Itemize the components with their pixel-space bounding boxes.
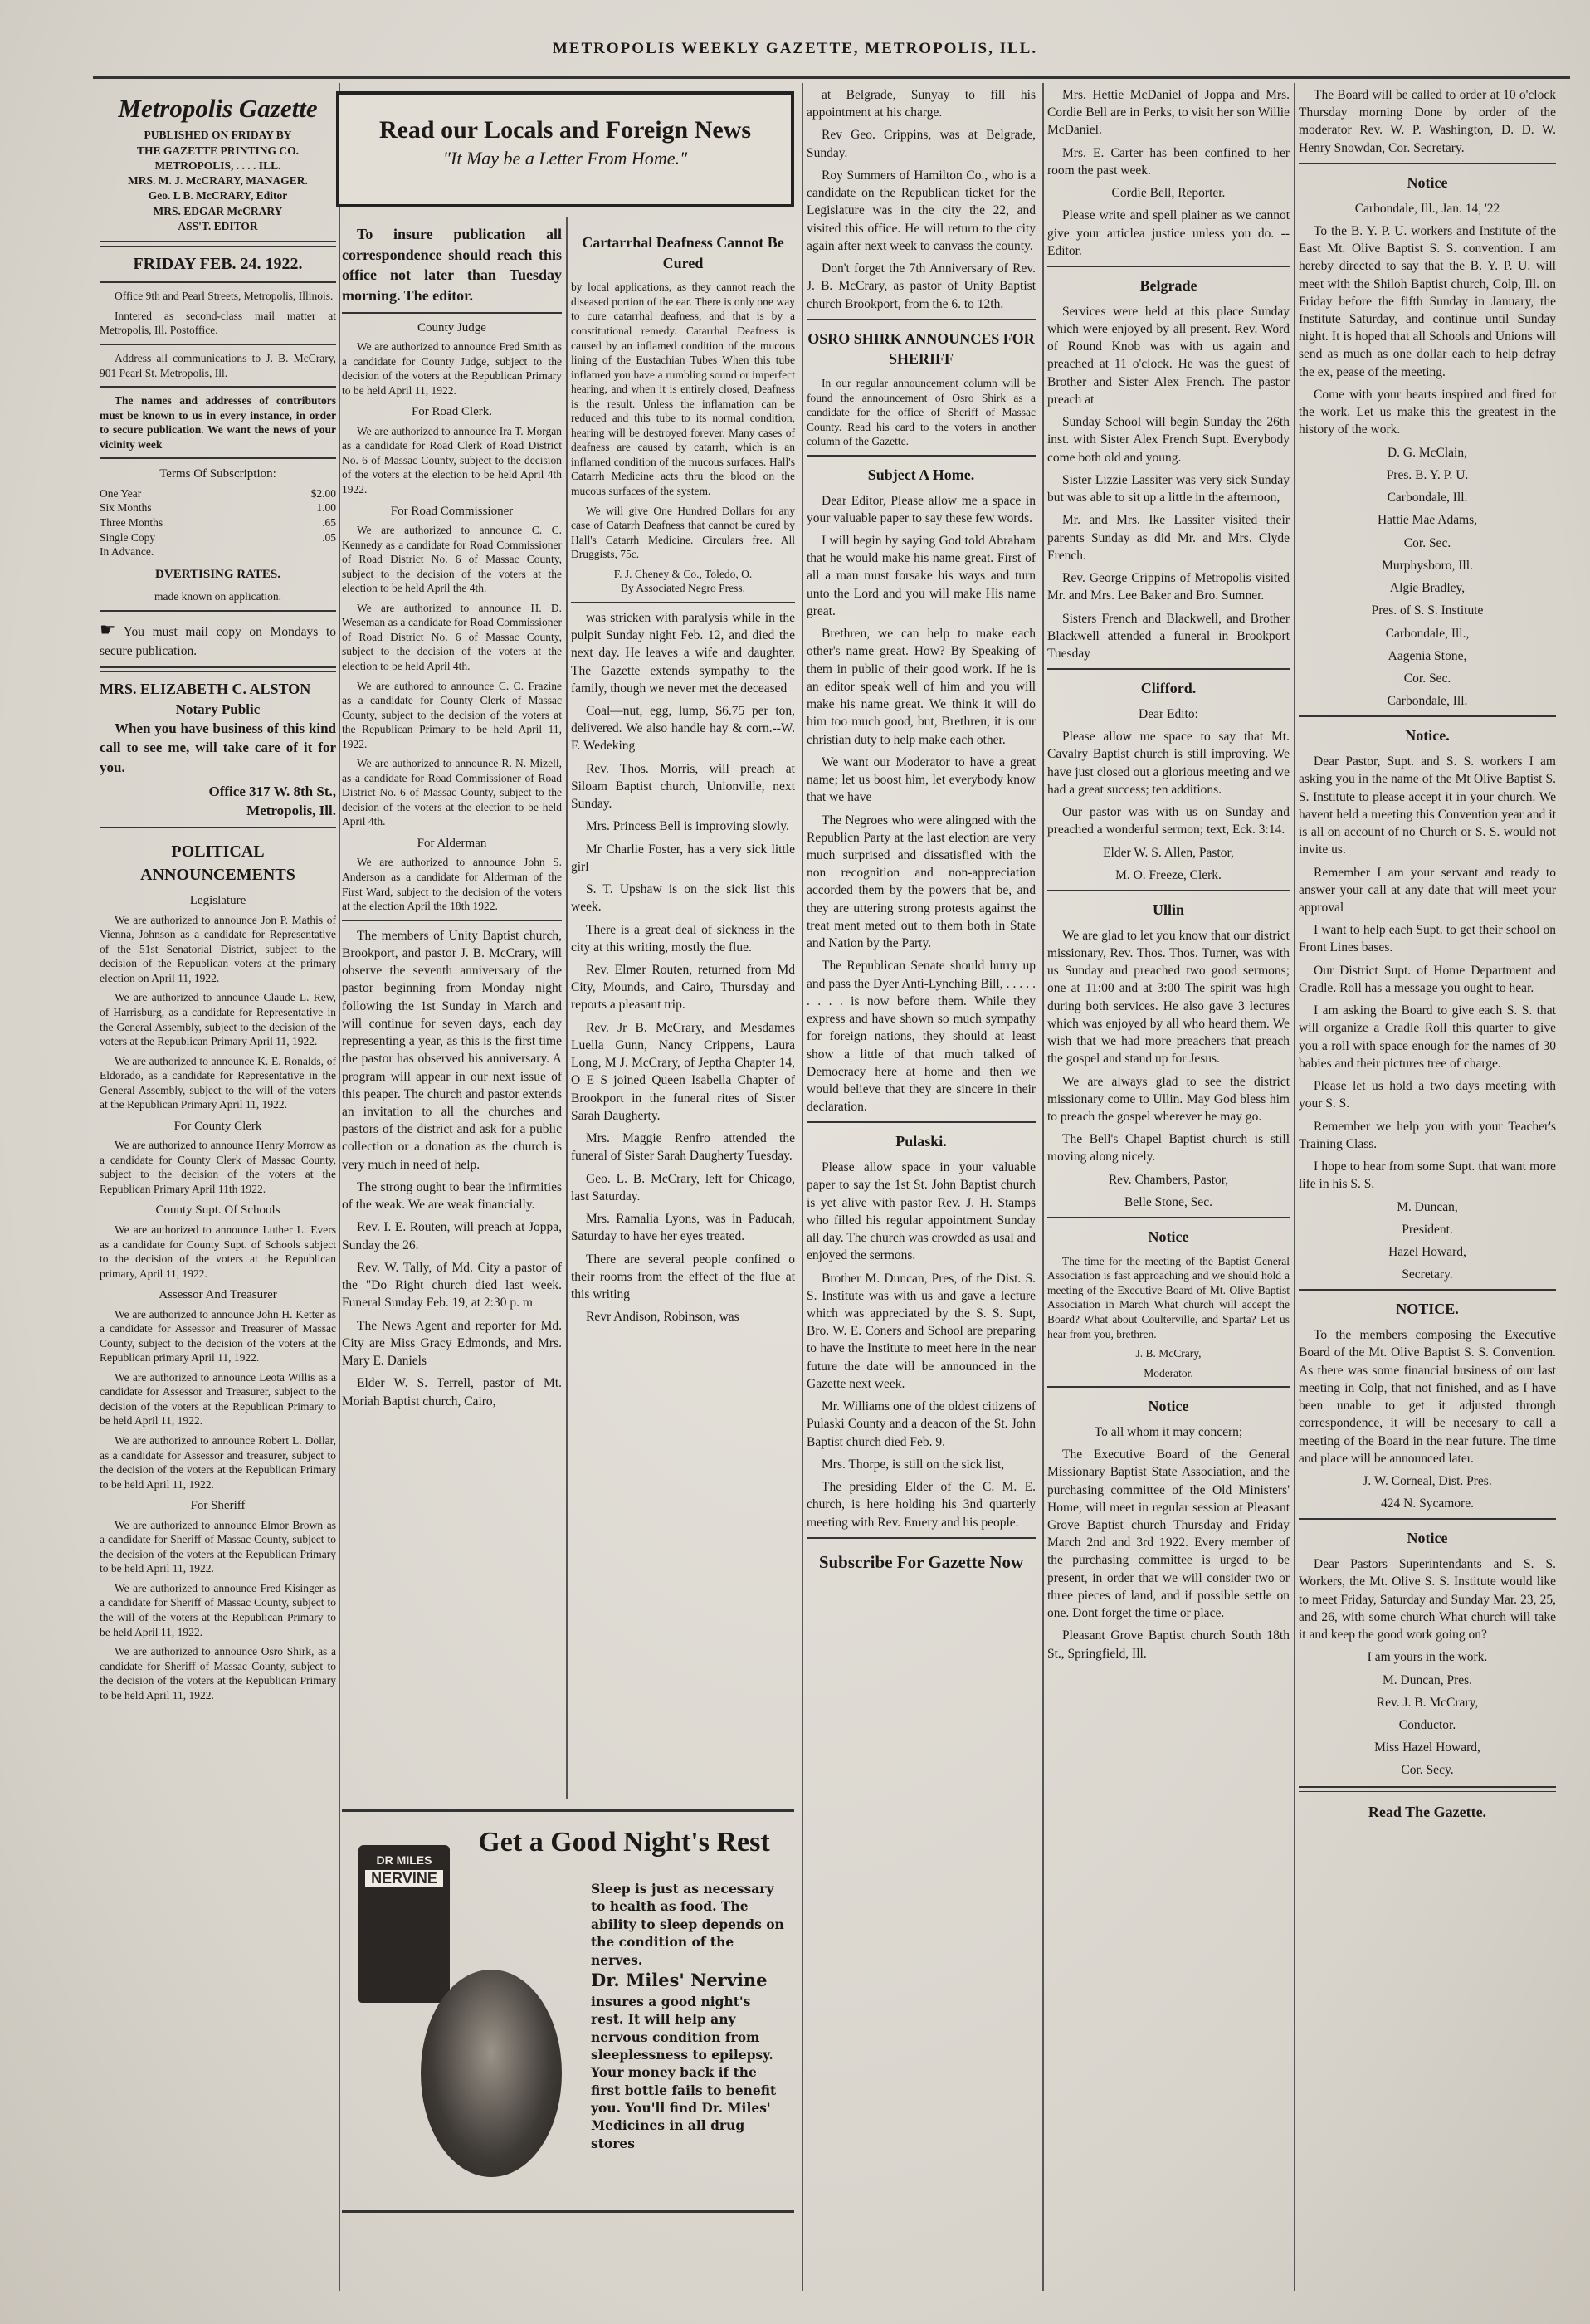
paragraph: Please allow me space to say that Mt. Cavalry Baptist church is still improving. We have just closed out a glorious meeting and we had a great success; ten additions. — [1047, 730, 1290, 797]
paragraph: Dear Editor, Please allow me a space in your valuable paper to say these few words. — [807, 493, 1036, 525]
divider — [807, 1537, 1036, 1539]
catarrh-title: Cartarrhal Deafness Cannot Be Cured — [582, 234, 784, 271]
paragraph: I hope to hear from some Supt. that want more life in his S. S. — [1299, 1160, 1556, 1192]
col6-notice1-paras — [1299, 200, 1556, 710]
office-address: Office 9th and Pearl Streets, Metropolis, Illinois. — [115, 290, 334, 303]
paragraph: The Board will be called to order at 10 o'clock Thursday morning Done by order of the moderator Rev. W. P. Washington, D. D. W. Henry Snowdan, Cor. Secretary. — [1299, 88, 1556, 155]
paragraph: To all whom it may concern; — [1094, 1424, 1243, 1439]
paragraph: We want our Moderator to have a great name; let us boost him, let everybody know that we have — [807, 754, 1036, 805]
catarrh-reward: We will give One Hundred Dollars for any case of Catarrh Deafness that cannot be cured by Hall's Catarrh Medicine. Circulars free. All Druggists, 75c. — [571, 504, 795, 561]
col6-notice2-title: Notice. — [1405, 727, 1450, 745]
divider — [1299, 1786, 1556, 1792]
publisher-line: MRS. M. J. McCRARY, MANAGER. — [128, 174, 308, 188]
col6-notice2-paras — [1299, 753, 1556, 1283]
paragraph: Remember we help you with your Teacher's Training Class. — [1299, 1119, 1556, 1151]
paragraph: We are always glad to see the district missionary come to Ullin. May God bless him to preach the gospel wherever he may go. — [1047, 1074, 1290, 1124]
paragraph: To the members composing the Executive Board of the Mt. Olive Baptist S. S. Convention. As there was some financial business of our last meeting in Colp, that not finished, and as I have been unable to get it adjusted through correspondence, it will be necesary to call a meeting of the Board in the near future. The time and place will be announced later. — [1299, 1328, 1556, 1466]
paragraph: Pleasant Grove Baptist church South 18th St., Springfield, Ill. — [1047, 1628, 1290, 1661]
col4-top-items — [807, 86, 1036, 313]
paragraph: M. Duncan, Pres. — [1382, 1672, 1473, 1687]
local-item: Mr Charlie Foster, has a very sick little girl — [571, 842, 795, 874]
divider — [1047, 1217, 1290, 1218]
col2-announcements — [342, 320, 562, 914]
divider — [100, 610, 336, 612]
alston-title: Notary Public — [175, 701, 261, 717]
announcement: We are authorized to announce Henry Morrow as a candidate for County Clerk of Massac County, subject to the decision of the voters at the Republican Primary April 11th 1922. — [100, 1139, 336, 1195]
clifford-title: Clifford. — [1140, 680, 1197, 697]
terms-row — [100, 515, 336, 530]
local-item: Rev. Jr B. McCrary, and Mesdames Luella Gunn, Nancy Crippens, Laura Long, M J. McCrary, of Jeptha Chapter 14, O E S joined Queen Isabella Chapter of Brookport in the funeral rites of Sister Sarah Daugherty. — [571, 1020, 795, 1123]
paragraph: Services were held at this place Sunday which were enjoyed by all present. Rev. Word of Round Knob was with us again and preached at 11 o'clock. He was the guest of Brother and Sister Alex French. The pastor preach at — [1047, 304, 1290, 407]
announcement: We are authorized to announce Osro Shirk, as a candidate for Sheriff of Massac County, subject to the decision of the voters at the Republican Primary to be held April 11, 1922. — [100, 1645, 336, 1702]
paragraph: Moderator. — [1144, 1366, 1193, 1379]
announcement: We are authorized to announce Robert L. Dollar, as a candidate for Assessor and treasurer, subject to the decision of the voters at the Republican Primary to be held April 11, 1922. — [100, 1434, 336, 1491]
paragraph: Sisters French and Blackwell, and Brother Blackwell attended a funeral in Brookport Tuesday — [1047, 611, 1290, 661]
paragraph: Dear Pastors Superintendants and S. S. Workers, the Mt. Olive S. S. Institute would like to meet Friday, Saturday and Sunday Mar. 23, 25, and 26, with some church What church will take it and keep the good work going on? — [1299, 1557, 1556, 1643]
paragraph: The Negroes who were alingned with the Republicn Party at the last election are very much surprised and dissatisfied with the non recognition and non-appreciation accorded them by the powers that be, and they are uttering strong protests against the treat ment meted out to them both in State and Nation by the Party. — [807, 813, 1036, 951]
paragraph: Sunday School will begin Sunday the 26th inst. with Sister Alex French Supt. Everybody come both old and young. — [1047, 415, 1290, 465]
news-agent-item: The News Agent and reporter for Md. City are Miss Gracy Edmonds, and Mrs. Mary E. Daniels — [342, 1318, 562, 1369]
paragraph: Rev Geo. Crippins, was at Belgrade, Sunday. — [807, 128, 1036, 160]
paragraph: Conductor. — [1398, 1717, 1456, 1732]
paragraph: Dear Edito: — [1139, 706, 1198, 721]
local-item: Rev. Elmer Routen, returned from Md City, Mounds, and Cairo, Thursday and reports a pleasant trip. — [571, 963, 795, 1013]
paragraph: Brother M. Duncan, Pres, of the Dist. S. S. Institute was with us and gave a lecture which was appreciated by the S. S. Supt, Bro. W. E. Coners and School are preparing to have the Institute to meet here in the near future the date will be announced in the Gazette next week. — [807, 1271, 1036, 1391]
paragraph: Pres. B. Y. P. U. — [1386, 467, 1469, 482]
terms-price: 1.00 — [316, 501, 336, 515]
alston-text: When you have business of this kind call to see me, will take care of it for you. — [100, 720, 336, 775]
paragraph: Carbondale, Ill., Jan. 14, '22 — [1354, 201, 1500, 216]
paragraph: 424 N. Sycamore. — [1381, 1496, 1474, 1511]
paragraph: Carbondale, Ill., — [1385, 626, 1470, 641]
local-item: Revr Andison, Robinson, was — [586, 1310, 739, 1325]
publisher-line: Geo. L B. McCRARY, Editor — [148, 189, 288, 203]
osro-title: OSRO SHIRK ANNOUNCES FOR SHERIFF — [807, 330, 1035, 368]
divider — [1299, 1289, 1556, 1291]
paragraph: Cor. Secy. — [1401, 1763, 1454, 1778]
terrell-item: Elder W. S. Terrell, pastor of Mt. Moriah Baptist church, Cairo, — [342, 1376, 562, 1409]
column-rule — [802, 83, 803, 2291]
paragraph: Hattie Mae Adams, — [1377, 513, 1478, 528]
subject-title: Subject A Home. — [867, 466, 975, 483]
announcement: We are authorized to announce Luther L. Evers as a candidate for County Supt. of Schools subject to the decision of the voters at the Republican primary, April 11, 1922. — [100, 1223, 336, 1280]
section-heading: County Supt. Of Schools — [155, 1204, 280, 1218]
column-rule — [1042, 83, 1044, 2291]
col5-top-items — [1047, 86, 1290, 260]
terms-table — [100, 486, 336, 559]
gazette-logo: Metropolis Gazette — [118, 94, 318, 123]
publisher-line: ASS'T. EDITOR — [178, 219, 258, 232]
advertising-note: made known on application. — [154, 590, 281, 603]
mail-copy-note: You must mail copy on Mondays to secure publication. — [100, 624, 336, 658]
announcement: We are authorized to announce Ira T. Morgan as a candidate for Road Clerk of Road District No. 6 of Massac County, subject to the decision of the voters at the election to be held April 4th 1922. — [342, 424, 562, 496]
announcement: We are authorized to announce Claude L. Rew, of Harrisburg, as a candidate for Representative in the General Assembly, subject to the decision of the voters at the Republican Primary April 11, 1922. — [100, 991, 336, 1048]
tally-item: Rev. W. Tally, of Md. City a pastor of the "Do Right church died last week. Funeral Sunday Feb. 19, at 2:30 p. m — [342, 1260, 562, 1311]
advertising-title: DVERTISING RATES. — [155, 567, 280, 581]
paragraph: The time for the meeting of the Baptist General Association is fast approaching and we should hold a meeting of the Executive Board of Mt. Olive Baptist Association in March What church will accept the Board? What about Coulterville, and Sparta? Let us hear from you, brethren. — [1047, 1254, 1290, 1340]
publisher-line: THE GAZETTE PRINTING CO. — [136, 144, 300, 157]
terms-row — [100, 486, 336, 501]
publisher-line: MRS. EDGAR McCRARY — [153, 204, 283, 217]
paragraph: Mrs. Thorpe, is still on the sick list, — [822, 1457, 1005, 1472]
local-item: There are several people confined o their rooms from the effect of the flue at this writing — [571, 1252, 795, 1301]
announcement: We are authorized to announce John S. Anderson as a candidate for Alderman of the First Ward, subject to the decision of the voters at the election April the 18th 1922. — [342, 856, 562, 913]
paragraph: Please write and spell plainer as we cannot give your articlea justice unless you do. --Editor. — [1047, 208, 1290, 258]
terms-label: One Year — [100, 486, 142, 500]
section-heading: For Road Clerk. — [411, 405, 493, 419]
column-2 — [342, 224, 562, 1801]
divider — [100, 827, 336, 832]
column-rule — [1294, 83, 1295, 2291]
col6-top-items — [1299, 86, 1556, 157]
announcement: We are authorized to announce R. N. Mizell, as a candidate for Road Commissioner of Road District No. 6 of Massac County, subject to the decision of the voters at the election to be held April 4th. — [342, 757, 562, 828]
paragraph: Pres. of S. S. Institute — [1371, 603, 1484, 618]
divider — [100, 281, 336, 283]
pulaski-title: Pulaski. — [895, 1133, 947, 1150]
notice2-title: Notice — [1148, 1398, 1189, 1415]
clifford-paras — [1047, 706, 1290, 884]
paragraph: Belle Stone, Sec. — [1124, 1194, 1212, 1209]
column-5 — [1047, 86, 1290, 2294]
column-rule — [339, 83, 340, 2291]
dateline: FRIDAY FEB. 24. 1922. — [133, 255, 303, 273]
announcement: We are authorized to announce K. E. Ronalds, of Eldorado, as a candidate for Representative in the General Assembly, subject to the will of the voters at the Republican Primary April 11, 1922. — [100, 1054, 336, 1111]
divider — [1047, 1386, 1290, 1388]
col6-notice1-title: Notice — [1407, 173, 1448, 191]
divider — [100, 666, 336, 672]
paragraph: J. B. McCrary, — [1135, 1347, 1202, 1360]
terms-title: Terms Of Subscription: — [159, 467, 276, 481]
subscribe-banner: Subscribe For Gazette Now — [818, 1551, 1024, 1572]
paragraph: We are glad to let you know that our district missionary, Rev. Thos. Thos. Turner, was with us Sunday and preached two good sermons; one at 11:00 and at 3:00 The spirit was high during both services. He also gave 3 lectures which was enjoyed by all who heard them. We wish that we had more preachers that preach the gospel and stand up for Jesus. — [1047, 928, 1290, 1067]
strong-item: The strong ought to bear the infirmities of the weak. We are weak financially. — [342, 1179, 562, 1213]
catarrh-text: by local applications, as they cannot reach the diseased portion of the ear. There is only one way to cure catarrhal deafness, and that is by a constitutional remedy. Catarrhal Deafness is caused by an inflamed condition of the mucous lining of the Eustachian Tubes When this tube inflamed you have a rumbling sound or imperfect hearing, and when it is entirely closed, Deafness is the result. Unless the inflamation can be reduced and this tube to its normal condition, hearing will be destroyed forever. Many cases of deafness are caused by catarrh, which is an inflamed condition of the mucous surfaces. Hall's Catarrh Medicine acts thru the blood on the mucous surfaces of the system. — [571, 281, 795, 497]
terms-row — [100, 544, 336, 559]
local-item: S. T. Upshaw is on the sick list this week. — [571, 882, 795, 915]
paragraph: M. O. Freeze, Clerk. — [1115, 867, 1222, 882]
locals-title: Read our Locals and Foreign News — [378, 116, 752, 144]
paragraph: Hazel Howard, — [1388, 1244, 1466, 1259]
ad-text-2: insures a good night's rest. It will help any nervous condition from sleeplessness to epilepsy. Your money back if the first bottle fails to benefit you. You'll find Dr. Miles' Medicines in all drug stores — [591, 1993, 777, 2151]
divider — [807, 319, 1036, 320]
divider — [1047, 668, 1290, 670]
terms-price: $2.00 — [310, 486, 336, 500]
paragraph: Our pastor was with us on Sunday and preached a wonderful sermon; text, Eck. 3:14. — [1047, 805, 1290, 837]
alston-city: Metropolis, Ill. — [246, 803, 336, 819]
locals-subtitle: "It May be a Letter From Home." — [442, 148, 688, 168]
paragraph: Remember I am your servant and ready to answer your call at any date that will meet your approval — [1299, 865, 1556, 915]
paragraph: M. Duncan, — [1397, 1199, 1458, 1214]
alston-office: Office 317 W. 8th St., — [208, 783, 336, 799]
correspondence-intro: To insure publication all correspondence should reach this office not later than Tuesday morning. The editor. — [342, 226, 562, 304]
paragraph: Cordie Bell, Reporter. — [1111, 186, 1226, 201]
paragraph: D. G. McClain, — [1387, 445, 1467, 460]
col6-notice4-title: Notice — [1407, 1530, 1448, 1547]
publisher-info — [100, 128, 336, 234]
subject-paras — [807, 492, 1036, 1116]
ullin-title: Ullin — [1152, 901, 1184, 918]
announcement: We are authorized to announce Fred Kisinger as a candidate for Sheriff of Massac County, subject to the will of the voters at the Republican Primary to be held April 11, 1922. — [100, 1581, 336, 1638]
column-rule — [566, 217, 568, 1799]
paragraph: Cor. Sec. — [1403, 671, 1451, 686]
masthead: METROPOLIS WEEKLY GAZETTE, METROPOLIS, ILL. — [552, 40, 1038, 57]
publisher-line: PUBLISHED ON FRIDAY BY — [144, 129, 292, 142]
paragraph: Roy Summers of Hamilton Co., who is a candidate on the Republican ticket for the Legislature was in the city the 22, and visited this office. He will return to the city again after next week to canvass the county. — [807, 168, 1036, 253]
paragraph: Carbondale, Ill. — [1387, 694, 1468, 709]
paragraph: To the B. Y. P. U. workers and Institute of the East Mt. Olive Baptist S. S. convention. I am hereby directed to say that the B. Y. P. U. will meet with the Shiloh Baptist church, Colp, Ill. on Friday before the fifth Sunday in January, the Institute Saturday, and continue until Sunday night. It is hoped that all Schools and Unions will send as much as one dollar each to help defray the ex, pease of the meeting. — [1299, 223, 1556, 379]
paragraph: Dear Pastor, Supt. and S. S. workers I am asking you in the name of the Mt Olive Baptist S. S. Institute to please accept it in your church. We havent held a meeting this Convention year and it is all on account of no Church or S. S. would not invite us. — [1299, 754, 1556, 857]
paragraph: Cor. Sec. — [1403, 535, 1451, 550]
contributors-note: The names and addresses of contributors must be known to us in every instance, in order to secure publication. We want the news of your vicinity week — [100, 394, 336, 451]
announcement: We are authorized to announce John H. Ketter as a candidate for Assessor and Treasurer of Massac County, subject to the decision of the voters at the Republican primary April 11, 1922. — [100, 1307, 336, 1365]
paragraph: at Belgrade, Sunyay to fill his appointment at his charge. — [807, 88, 1036, 120]
announcement: We are authorized to announce Fred Smith as a candidate for County Judge, subject to the decision of the voters at the Republican Primary to be held April 11, 1922. — [342, 340, 562, 397]
divider — [100, 386, 336, 388]
ad-headline: Get a Good Night's Rest — [478, 1827, 770, 1858]
locals-box — [336, 91, 794, 208]
divider — [571, 602, 795, 603]
ullin-paras — [1047, 927, 1290, 1212]
divider — [342, 312, 562, 314]
divider — [100, 457, 336, 459]
paragraph: Please allow space in your valuable paper to say the 1st St. John Baptist church is yet alive with pastor Rev. J. H. Stamps who filled his regular appointment Sunday all day. The church was crowded as usal and enjoyed the sermons. — [807, 1160, 1036, 1263]
terms-row — [100, 500, 336, 515]
local-item: Mrs. Ramalia Lyons, was in Paducah, Saturday to have her eyes treated. — [571, 1212, 795, 1244]
paragraph: Rev. George Crippins of Metropolis visited Mr. and Mrs. Lee Baker and Bro. Sumner. — [1047, 571, 1290, 603]
terms-label: Six Months — [100, 501, 152, 515]
paragraph: Murphysboro, Ill. — [1382, 558, 1473, 573]
bottle-top: DR MILES — [376, 1853, 432, 1867]
paragraph: Mrs. Hettie McDaniel of Joppa and Mrs. Cordie Bell are in Perks, to visit her son Willie McDaniel. — [1047, 88, 1290, 138]
pulaski-paras — [807, 1159, 1036, 1531]
paragraph: The presiding Elder of the C. M. E. church, is here holding his 3nd quarterly meeting with Rev. Emery and his people. — [807, 1480, 1036, 1530]
divider — [1299, 1518, 1556, 1520]
nervine-ad — [342, 1809, 794, 2213]
paragraph: President. — [1402, 1222, 1453, 1237]
paragraph: The Bell's Chapel Baptist church is still moving along nicely. — [1047, 1132, 1290, 1164]
terms-price: .65 — [322, 515, 336, 529]
terms-label: Single Copy — [100, 530, 156, 544]
divider — [1299, 163, 1556, 164]
section-heading: County Judge — [417, 320, 486, 334]
col6-notice4-paras — [1299, 1555, 1556, 1780]
paragraph: Sister Lizzie Lassiter was very sick Sunday but was able to sit up a little in the afternoon, — [1047, 472, 1290, 505]
paragraph: Mr. Williams one of the oldest citizens of Pulaski County and a deacon of the St. John Baptist church died Feb. 9. — [807, 1399, 1036, 1449]
alston-name: MRS. ELIZABETH C. ALSTON — [100, 681, 311, 698]
routen-item: Rev. I. E. Routen, will preach at Joppa, Sunday the 26. — [342, 1220, 562, 1252]
announcement: We are authorized to announce C. C. Kennedy as a candidate for Road Commissioner of Road District No. 6 of Massac County, subject to the decision of the voters at the election to be held April the 4th. — [342, 524, 562, 595]
terms-label: Three Months — [100, 515, 163, 529]
catarrh-press: By Associated Negro Press. — [621, 582, 745, 595]
read-gazette-banner: Read The Gazette. — [1368, 1803, 1487, 1820]
sleeping-woman-illustration — [421, 1970, 562, 2177]
divider — [1047, 890, 1290, 891]
local-item: Coal—nut, egg, lump, $6.75 per ton, delivered. We also handle hay & corn.--W. F. Wedeking — [571, 703, 795, 754]
divider — [100, 344, 336, 345]
paragraph: The Republican Senate should hurry up and pass the Dyer Anti-Lynching Bill, . . . . . . . . . is now before them. While they express and have shown so much sympathy for foreign nations, they should at least show a little of that much talked of Democracy here at home and then we would believe that they are sincere in their declaration. — [807, 959, 1036, 1115]
divider — [1047, 266, 1290, 267]
paragraph: Don't forget the 7th Anniversary of Rev. J. B. McCrary, as pastor of Unity Baptist church Brookport, from the 6. to 12th. — [807, 261, 1036, 311]
announcement: We are authored to announce C. C. Frazine as a candidate for County Clerk of Massac County, subject to the decision of the voters at the Republican Primary to be held April 11, 1922. — [342, 679, 562, 750]
section-heading: Assessor And Treasurer — [159, 1288, 277, 1302]
col6-notice3-paras — [1299, 1326, 1556, 1512]
pointing-hand-icon: ☛ — [100, 618, 116, 640]
announcement: We are authorized to announce Leota Willis as a candidate for Assessor and Treasurer, subject to the decision of the voters at the Republican Primary to be held April 11, 1922. — [100, 1370, 336, 1428]
column-4 — [807, 86, 1036, 2294]
terms-label: In Advance. — [100, 545, 154, 559]
ad-text — [591, 1880, 786, 2152]
entered-note: Inntered as second-class mail matter at Metropolis, Ill. Postoffice. — [100, 309, 336, 337]
paragraph: Please let us hold a two days meeting with your S. S. — [1299, 1079, 1556, 1111]
paragraph: Rev. Chambers, Pastor, — [1108, 1172, 1229, 1187]
column-6 — [1299, 86, 1556, 2294]
ad-brand: Dr. Miles' Nervine — [591, 1969, 768, 1990]
paragraph: Brethren, we can help to make each other's name great. How? By Speaking of them in public of their good work. If he is an editor speak well of him and you will make his name great. We think it will do him too much good, but, Brethren, it is our christian duty to help make each other. — [807, 627, 1036, 747]
paragraph: Algie Bradley, — [1389, 581, 1466, 596]
col6-notice3-title: NOTICE. — [1396, 1301, 1459, 1318]
paragraph: Aagenia Stone, — [1388, 648, 1467, 663]
divider — [100, 241, 336, 247]
section-heading: For County Clerk — [173, 1119, 262, 1133]
column-1 — [100, 86, 336, 2294]
paragraph: J. W. Corneal, Dist. Pres. — [1363, 1473, 1492, 1488]
local-item: Geo. L. B. McCrary, left for Chicago, last Saturday. — [571, 1171, 795, 1204]
local-item: Mrs. Maggie Renfro attended the funeral of Sister Sarah Daugherty Tuesday. — [571, 1131, 795, 1164]
unity-item: The members of Unity Baptist church, Brookport, and pastor J. B. McCrary, will observe the seventh anniversary of the pastor beginning from Monday night following the 1st Sunday in March and will continue for seven days, each day representing a year, as this is the first time the pastor has observed his anniversary. A program will appear in our next issue of this peaper. The church and pastor extends an invitation to all the churches and pastors of the district and ask for a public collection or a donation as the church is very much in need of help. — [342, 928, 562, 1172]
publisher-line: METROPOLIS, . . . . ILL. — [154, 159, 281, 172]
ad-text-1: Sleep is just as necessary to health as food. The ability to sleep depends on the condition of the nerves. — [591, 1881, 784, 1968]
col3-items — [571, 609, 795, 1326]
belgrade-title: Belgrade — [1139, 277, 1197, 295]
catarrh-signature: F. J. Cheney & Co., Toledo, O. — [613, 567, 753, 580]
paragraph: I am asking the Board to give each S. S. that will organize a Cradle Roll this quarter to give you a roll with space enough for the names of 30 babies and their pictures tree of charge. — [1299, 1003, 1556, 1071]
bottle-label: NERVINE — [365, 1870, 443, 1887]
divider — [1299, 715, 1556, 717]
section-heading: For Alderman — [417, 836, 487, 850]
paragraph: I will begin by saying God told Abraham that he would make his name great. First of all a man must forsake his ways and turn unto the Lord and you will make His name great. — [807, 533, 1036, 618]
divider — [342, 920, 562, 921]
column-3 — [571, 224, 795, 1801]
paragraph: Come with your hearts inspired and fired for the work. Let us make this the greatest in the history of the work. — [1299, 387, 1556, 437]
paragraph: I want to help each Supt. to get their school on Front Lines bases. — [1299, 923, 1556, 955]
paragraph: Secretary. — [1402, 1267, 1453, 1282]
address-note: Address all communications to J. B. McCrary, 901 Pearl St. Metropolis, Ill. — [100, 352, 336, 379]
nervine-bottle-illustration — [358, 1845, 450, 2003]
paragraph: Mrs. E. Carter has been confined to her room the past week. — [1047, 145, 1290, 178]
local-item: was stricken with paralysis while in the pulpit Sunday night Feb. 12, and died the next day. He leaves a wife and daughter. The Gazette extends sympathy to the family, though we never met the deceased — [571, 610, 795, 696]
political-announcements — [100, 893, 336, 1702]
paragraph: Mr. and Mrs. Ike Lassiter visited their parents Sunday as did Mr. and Mrs. Clyde French. — [1047, 513, 1290, 563]
top-rule — [93, 76, 1570, 79]
section-heading: Legislature — [189, 894, 246, 908]
divider — [807, 455, 1036, 456]
terms-price: .05 — [322, 530, 336, 544]
political-title: POLITICAL ANNOUNCEMENTS — [140, 842, 295, 884]
paragraph: Carbondale, Ill. — [1387, 491, 1468, 505]
paragraph: Our District Supt. of Home Department and Cradle. Roll has a message you ought to hear. — [1299, 963, 1556, 995]
section-heading: For Road Commissioner — [390, 504, 514, 518]
notice2-paras — [1047, 1423, 1290, 1662]
paragraph: The Executive Board of the General Missionary Baptist State Association, and the purchasing committee of the Old Ministers' Home, will meet in regular session at Pleasant Grove Baptist church Thursday and Friday March 2nd and 3rd 1922. Every member of the purchasing committee is urged to be present, in order that we will consider two or three pieces of land, and if possible settle on one. Dont forget the time or place. — [1047, 1448, 1290, 1621]
local-item: Rev. Thos. Morris, will preach at Siloam Baptist church, Unionville, next Sunday. — [571, 761, 795, 812]
local-item: Mrs. Princess Bell is improving slowly. — [586, 819, 789, 834]
announcement: We are authorized to announce H. D. Weseman as a candidate for Road Commissioner of Road District No. 6 of Massac County, subject to the decision of the voters at the election to be held April 4th. — [342, 601, 562, 672]
belgrade-paras — [1047, 303, 1290, 662]
paragraph: Rev. J. B. McCrary, — [1376, 1695, 1479, 1710]
paragraph: Miss Hazel Howard, — [1374, 1741, 1480, 1755]
announcement: We are authorized to announce Elmor Brown as a candidate for Sheriff of Massac County, subject to the decision of the voters at the Republican Primary to be held April 11, 1922. — [100, 1518, 336, 1575]
osro-text: In our regular announcement column will be found the announcement of Osro Shirk as a candidate for the office of Sheriff of Massac County. Read his card to the voters in another column of the Gazette. — [807, 377, 1036, 448]
divider — [807, 1121, 1036, 1123]
section-heading: For Sheriff — [190, 1499, 246, 1513]
local-item: There is a great deal of sickness in the city at this writing, mostly the flue. — [571, 922, 795, 954]
announcement: We are authorized to announce Jon P. Mathis of Vienna, Johnson as a candidate for Representative of the 51st Senatorial District, subject to the decision of the Republican voters at the primary election on April 11, 1922. — [100, 913, 336, 984]
paragraph: Elder W. S. Allen, Pastor, — [1103, 845, 1234, 860]
terms-row — [100, 530, 336, 545]
notice1-paras — [1047, 1254, 1290, 1380]
notice1-title: Notice — [1148, 1228, 1189, 1246]
paragraph: I am yours in the work. — [1367, 1650, 1488, 1665]
